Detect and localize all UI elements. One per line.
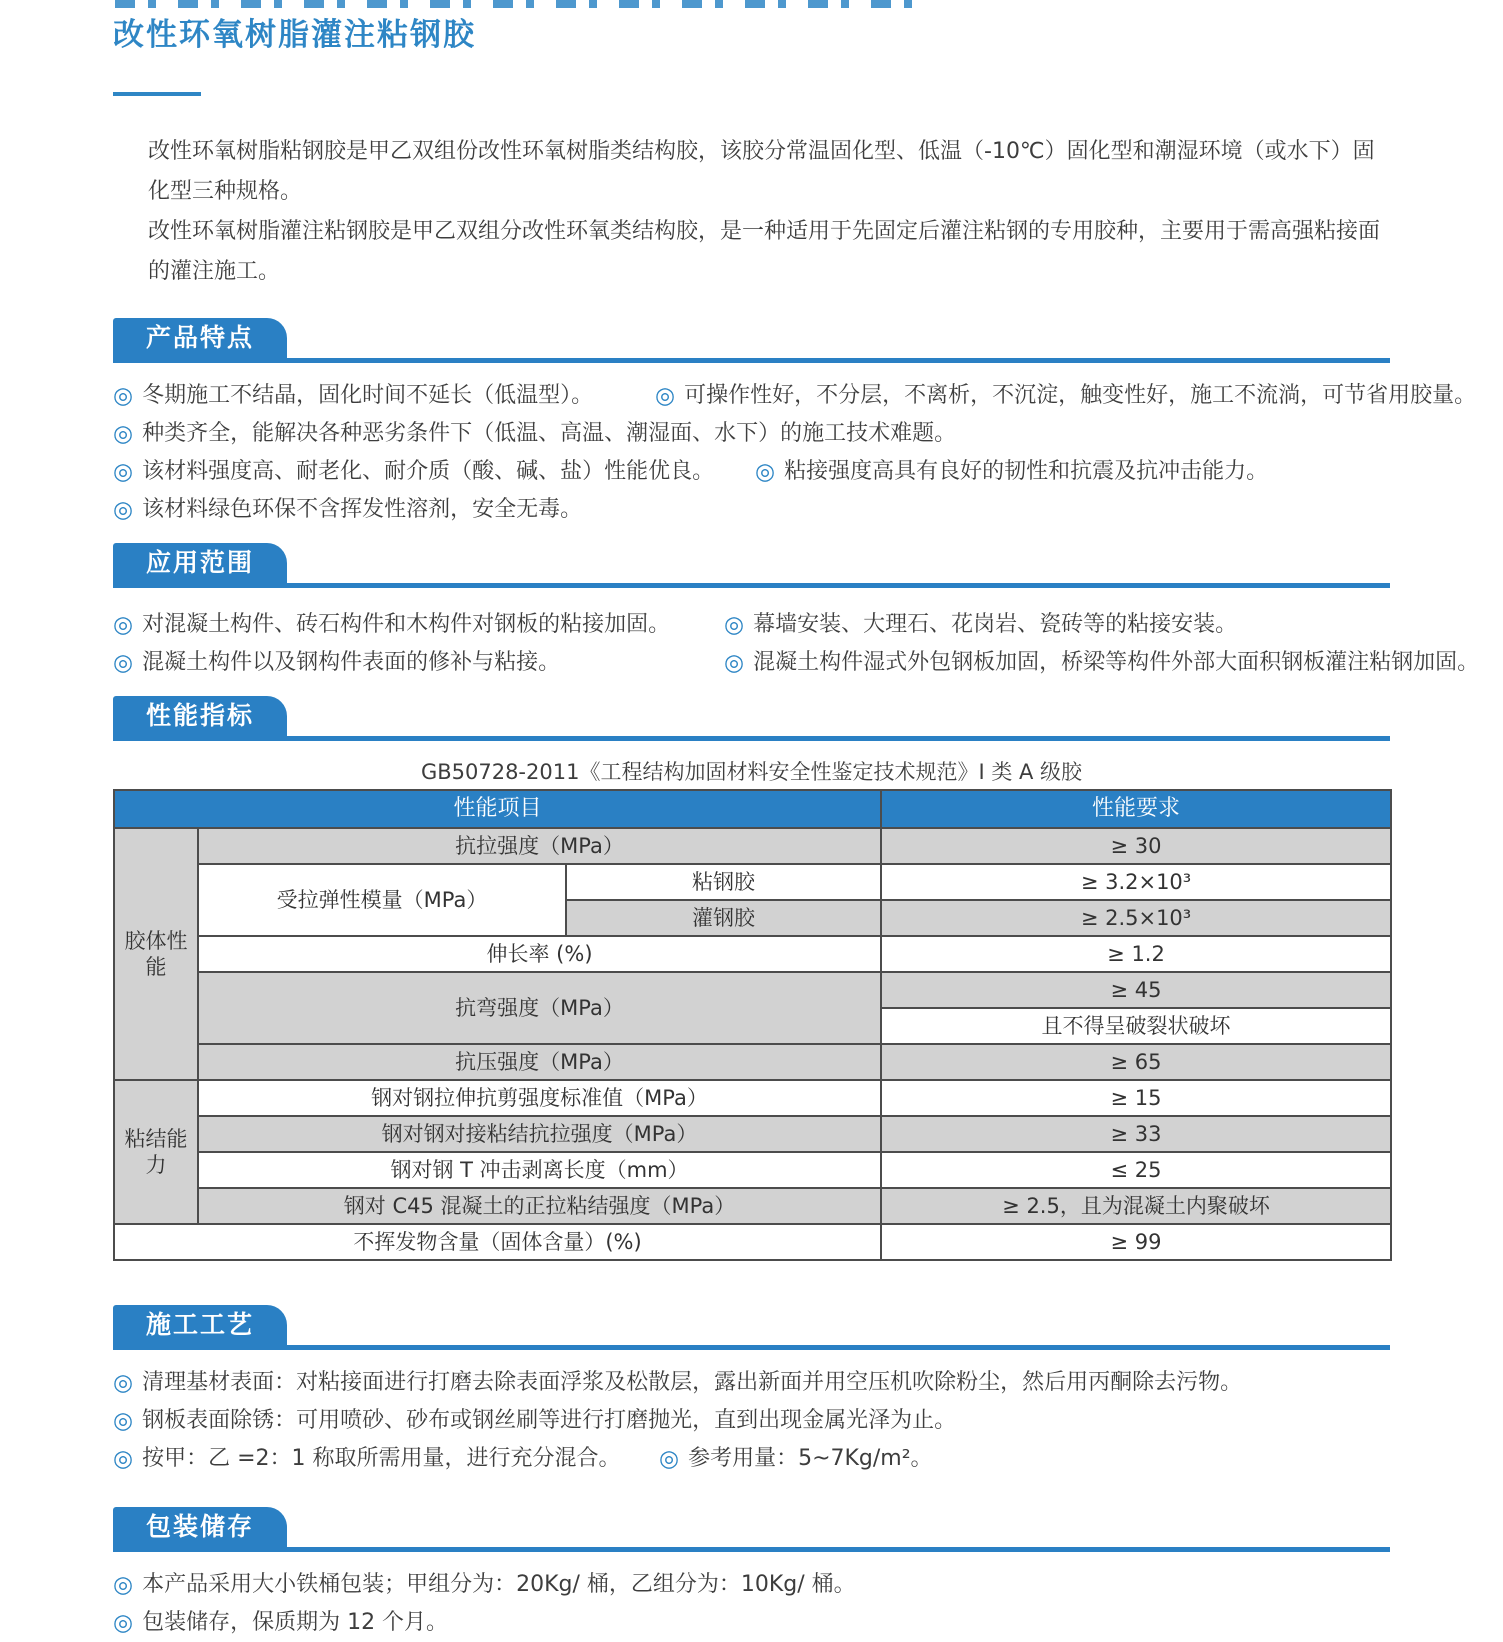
criteria-cell: 抗弯强度（MPa） xyxy=(198,972,881,1044)
bullet-row xyxy=(113,1364,1390,1402)
double-circle-bullet-icon: ◎ xyxy=(113,1446,134,1472)
intro-paragraph xyxy=(113,132,1390,292)
criteria-cell: 抗拉强度（MPa） xyxy=(198,828,881,864)
list-item xyxy=(113,1566,856,1604)
list-item xyxy=(724,644,1479,682)
double-circle-bullet-icon: ◎ xyxy=(724,612,745,638)
section-tab-features: 产品特点 xyxy=(113,318,287,358)
bullet-text: 按甲：乙 =2：1 称取所需用量，进行充分混合。 xyxy=(142,1446,621,1471)
applications-list xyxy=(113,606,1480,682)
section-header-performance xyxy=(113,696,1390,741)
page-title: 改性环氧树脂灌注粘钢胶 xyxy=(113,17,476,53)
table-row xyxy=(114,972,1391,1008)
value-cell: ≥ 1.2 xyxy=(881,936,1391,972)
criteria-cell: 钢对 C45 混凝土的正拉粘结强度（MPa） xyxy=(198,1188,881,1224)
bullet-text: 该材料强度高、耐老化、耐介质（酸、碱、盐）性能优良。 xyxy=(142,459,715,484)
bullet-row xyxy=(113,453,1390,491)
table-row xyxy=(114,1044,1391,1080)
value-cell: ≥ 30 xyxy=(881,828,1391,864)
value-cell: ≥ 15 xyxy=(881,1080,1391,1116)
list-item xyxy=(659,1440,933,1478)
group-label-cell: 粘结能力 xyxy=(114,1080,198,1224)
list-item xyxy=(113,377,593,415)
double-circle-bullet-icon: ◎ xyxy=(113,459,134,485)
table-row xyxy=(114,1116,1391,1152)
double-circle-bullet-icon: ◎ xyxy=(659,1446,680,1472)
section-tab-applications: 应用范围 xyxy=(113,543,287,583)
value-cell: ≥ 99 xyxy=(881,1224,1391,1260)
bullet-text: 本产品采用大小铁桶包装；甲组分为：20Kg/ 桶，乙组分为：10Kg/ 桶。 xyxy=(142,1572,856,1597)
bullet-text: 粘接强度高具有良好的韧性和抗震及抗冲击能力。 xyxy=(784,459,1269,484)
bullet-text: 清理基材表面：对粘接面进行打磨去除表面浮浆及松散层，露出新面并用空压机吹除粉尘，然后用丙酮除去污物。 xyxy=(142,1370,1243,1395)
value-cell: ≥ 3.2×10³ xyxy=(881,864,1391,900)
bullet-row xyxy=(113,377,1477,415)
list-item xyxy=(113,644,560,682)
section-tab-process: 施工工艺 xyxy=(113,1305,287,1345)
bullet-text: 混凝土构件以及钢构件表面的修补与粘接。 xyxy=(142,650,561,675)
double-circle-bullet-icon: ◎ xyxy=(655,383,676,409)
list-item xyxy=(755,453,1268,491)
value-cell: ≥ 45 xyxy=(881,972,1391,1008)
section-header-process xyxy=(113,1305,1390,1350)
list-item xyxy=(113,491,582,529)
bullet-text: 对混凝土构件、砖石构件和木构件对钢板的粘接加固。 xyxy=(142,612,671,637)
value-cell: ≥ 33 xyxy=(881,1116,1391,1152)
double-circle-bullet-icon: ◎ xyxy=(113,612,134,638)
section-header-features xyxy=(113,318,1390,363)
bullet-row xyxy=(113,1604,1390,1642)
double-circle-bullet-icon: ◎ xyxy=(113,1370,134,1396)
double-circle-bullet-icon: ◎ xyxy=(113,421,134,447)
table-header-cell: 性能项目 xyxy=(114,790,881,828)
table-header-cell: 性能要求 xyxy=(881,790,1391,828)
list-item xyxy=(724,606,1237,644)
section-tab-packaging: 包装储存 xyxy=(113,1507,287,1547)
list-item xyxy=(113,1440,621,1478)
bullet-text: 包装储存，保质期为 12 个月。 xyxy=(142,1610,449,1635)
list-item xyxy=(113,1364,1242,1402)
section-header-packaging xyxy=(113,1507,1390,1552)
value-cell: ≤ 25 xyxy=(881,1152,1391,1188)
bullet-text: 幕墙安装、大理石、花岗岩、瓷砖等的粘接安装。 xyxy=(753,612,1238,637)
criteria-cell: 抗压强度（MPa） xyxy=(198,1044,881,1080)
sub-criteria-cell: 灌钢胶 xyxy=(566,900,881,936)
table-row xyxy=(114,1080,1391,1116)
bullet-text: 种类齐全，能解决各种恶劣条件下（低温、高温、潮湿面、水下）的施工技术难题。 xyxy=(142,421,957,446)
criteria-cell: 伸长率 (%) xyxy=(198,936,881,972)
sub-criteria-cell: 粘钢胶 xyxy=(566,864,881,900)
list-item xyxy=(655,377,1476,415)
bullet-text: 钢板表面除锈：可用喷砂、砂布或钢丝刷等进行打磨抛光，直到出现金属光泽为止。 xyxy=(142,1408,957,1433)
table-row xyxy=(114,1188,1391,1224)
section-header-applications xyxy=(113,543,1390,588)
bullet-row xyxy=(113,491,1390,529)
bullet-row xyxy=(113,606,1390,644)
value-cell: ≥ 2.5×10³ xyxy=(881,900,1391,936)
criteria-cell: 不挥发物含量（固体含量）(%) xyxy=(114,1224,881,1260)
double-circle-bullet-icon: ◎ xyxy=(113,1408,134,1434)
bullet-row xyxy=(113,1566,1390,1604)
list-item xyxy=(113,415,956,453)
section-rule xyxy=(113,1345,1390,1350)
double-circle-bullet-icon: ◎ xyxy=(755,459,776,485)
value-cell: ≥ 2.5，且为混凝土内聚破坏 xyxy=(881,1188,1391,1224)
value-cell: ≥ 65 xyxy=(881,1044,1391,1080)
criteria-cell: 钢对钢对接粘结抗拉强度（MPa） xyxy=(198,1116,881,1152)
bullet-text: 冬期施工不结晶，固化时间不延长（低温型）。 xyxy=(142,383,594,408)
packaging-list xyxy=(113,1566,1390,1642)
performance-caption: GB50728-2011《工程结构加固材料安全性鉴定技术规范》I 类 A 级胶 xyxy=(420,760,1083,784)
section-rule xyxy=(113,1547,1390,1552)
value-cell: 且不得呈破裂状破坏 xyxy=(881,1008,1391,1044)
section-tab-performance: 性能指标 xyxy=(113,696,287,736)
double-circle-bullet-icon: ◎ xyxy=(113,650,134,676)
table-row xyxy=(114,828,1391,864)
criteria-cell: 钢对钢拉伸抗剪强度标准值（MPa） xyxy=(198,1080,881,1116)
table-header-row xyxy=(114,790,1391,828)
table-row xyxy=(114,936,1391,972)
section-rule xyxy=(113,358,1390,363)
list-item xyxy=(113,1402,956,1440)
table-row xyxy=(114,1224,1391,1260)
bullet-row xyxy=(113,415,1390,453)
process-list xyxy=(113,1364,1390,1478)
double-circle-bullet-icon: ◎ xyxy=(724,650,745,676)
bullet-text: 参考用量：5~7Kg/m²。 xyxy=(688,1446,933,1471)
bullet-row xyxy=(113,1402,1390,1440)
title-underline xyxy=(113,92,201,96)
criteria-cell: 钢对钢 T 冲击剥离长度（mm） xyxy=(198,1152,881,1188)
section-rule xyxy=(113,583,1390,588)
double-circle-bullet-icon: ◎ xyxy=(113,1610,134,1636)
list-item xyxy=(113,1604,448,1642)
intro-line-2: 改性环氧树脂灌注粘钢胶是甲乙双组分改性环氧类结构胶，是一种适用于先固定后灌注粘钢的专用胶种，主要用于需高强粘接面的灌注施工。 xyxy=(148,219,1381,284)
double-circle-bullet-icon: ◎ xyxy=(113,383,134,409)
criteria-cell: 受拉弹性模量（MPa） xyxy=(198,864,566,936)
bullet-text: 混凝土构件湿式外包钢板加固，桥梁等构件外部大面积钢板灌注粘钢加固。 xyxy=(753,650,1480,675)
list-item xyxy=(113,606,670,644)
list-item xyxy=(113,453,714,491)
double-circle-bullet-icon: ◎ xyxy=(113,497,134,523)
performance-table xyxy=(113,789,1392,1261)
section-rule xyxy=(113,736,1390,741)
bullet-row xyxy=(113,644,1480,682)
bullet-row xyxy=(113,1440,1390,1478)
bullet-text: 该材料绿色环保不含挥发性溶剂，安全无毒。 xyxy=(142,497,583,522)
bullet-text: 可操作性好，不分层，不离析，不沉淀，触变性好，施工不流淌，可节省用胶量。 xyxy=(684,383,1477,408)
double-circle-bullet-icon: ◎ xyxy=(113,1572,134,1598)
table-row xyxy=(114,864,1391,900)
features-list xyxy=(113,377,1477,529)
intro-line-1: 改性环氧树脂粘钢胶是甲乙双组份改性环氧树脂类结构胶，该胶分常温固化型、低温（-10℃）固化型和潮湿环境（或水下）固化型三种规格。 xyxy=(148,139,1375,204)
group-label-cell: 胶体性能 xyxy=(114,828,198,1080)
table-row xyxy=(114,1152,1391,1188)
